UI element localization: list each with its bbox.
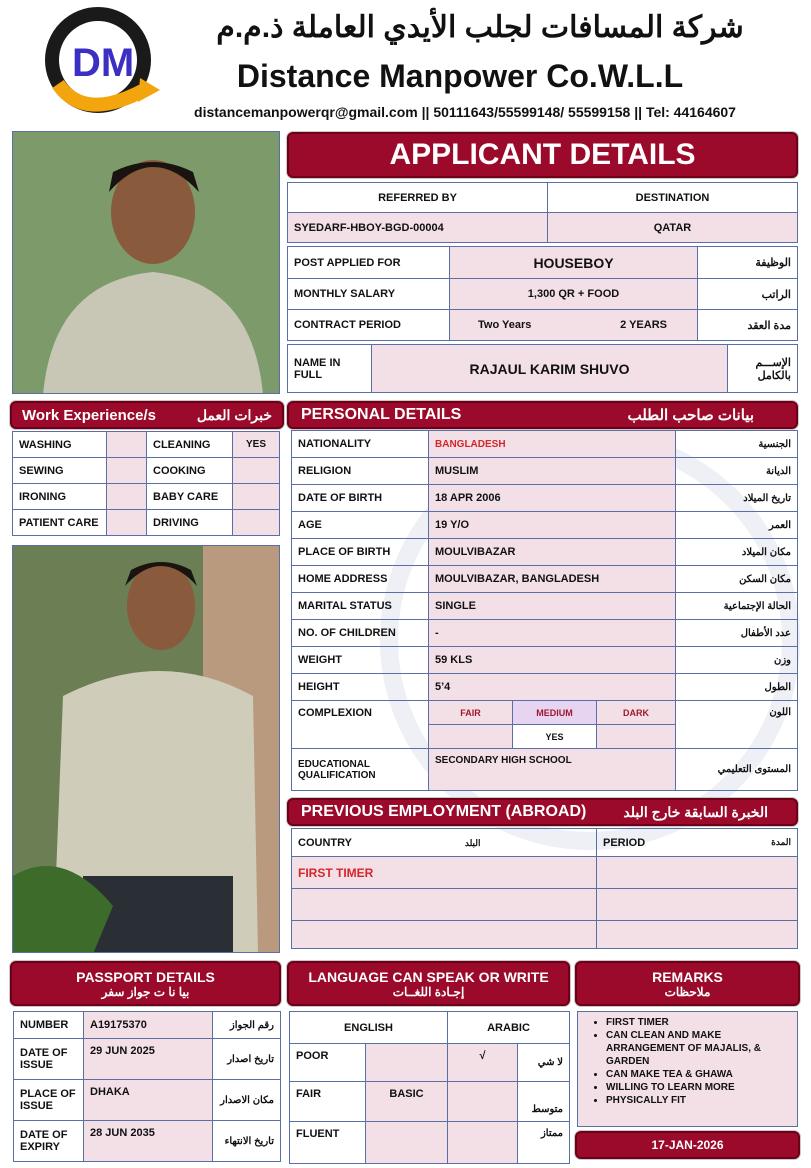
remarks-box [577,1011,798,1127]
work-value [107,432,147,458]
language-level-ar: متوسط [518,1082,570,1122]
education-value: SECONDARY HIGH SCHOOL [429,749,676,791]
passport-ar: تاريخ اصدار [213,1039,281,1080]
complexion-ar: اللون [676,701,798,749]
remark-item: • CAN MAKE TEA & GHAWA [606,1068,789,1081]
personal-value: 59 KLS [429,647,676,674]
personal-details-title [287,401,798,429]
personal-ar: مكان الميلاد [676,539,798,566]
country-header [292,829,597,857]
logo-text: DM [72,41,135,85]
passport-label: NUMBER [14,1012,84,1039]
passport-ar: تاريخ الانتهاء [213,1121,281,1162]
personal-label: MARITAL STATUS [292,593,429,620]
contract-label: CONTRACT PERIOD [288,310,450,341]
country-label: COUNTRY [298,836,352,849]
work-label: SEWING [13,458,107,484]
language-table [289,1011,570,1164]
referred-by-value: SYEDARF-HBOY-BGD-00004 [288,213,548,243]
applicant-photo-portrait [12,131,280,394]
complexion-medium: MEDIUM [513,701,597,725]
salary-value: 1,300 QR + FOOD [450,279,698,310]
applicant-photo-full [12,545,280,953]
personal-label: AGE [292,512,429,539]
arabic-poor: √ [448,1044,518,1082]
arabic-fluent [448,1122,518,1164]
work-label: BABY CARE [147,484,233,510]
post-ar: الوظيفة [698,247,798,279]
work-title-en: Work Experience/s [22,406,156,424]
salary-label: MONTHLY SALARY [288,279,450,310]
previous-period-value [597,857,798,889]
remark-item: • WILLING TO LEARN MORE [606,1081,789,1094]
previous-empty-cell [292,921,597,949]
personal-ar: الجنسية [676,431,798,458]
arabic-fair [448,1082,518,1122]
previous-title-ar: الخبرة السابقة خارج البلد [623,803,768,820]
passport-details-title [10,961,281,1006]
company-name-ar: شركة المسافات لجلب الأيدي العاملة ذ.م.م [216,11,744,44]
language-level-ar: لا شي [518,1044,570,1082]
personal-value: SINGLE [429,593,676,620]
language-level: POOR [290,1044,366,1082]
nationality-value: BANGLADESH [429,431,676,458]
complexion-medium-mark: YES [513,725,597,749]
remark-item: • FIRST TIMER [606,1016,789,1029]
complexion-dark: DARK [597,701,676,725]
contract-value [450,310,698,341]
company-logo [44,4,162,122]
work-label: WASHING [13,432,107,458]
english-fair: BASIC [366,1082,448,1122]
name-table [287,344,798,393]
previous-empty-cell [292,889,597,921]
contract-value-years: 2 YEARS [620,319,667,331]
post-value: HOUSEBOY [450,247,698,279]
personal-title-en: PERSONAL DETAILS [301,406,462,423]
complexion-dark-mark [597,725,676,749]
country-ar: البلد [464,837,481,848]
complexion-label: COMPLEXION [292,701,429,749]
remark-item: • PHYSICALLY FIT [606,1094,789,1107]
previous-empty-cell [597,921,798,949]
personal-ar: عدد الأطفال [676,620,798,647]
passport-ar: رقم الجواز [213,1012,281,1039]
personal-label: WEIGHT [292,647,429,674]
name-label: NAME IN FULL [288,345,372,393]
personal-ar: الحالة الإجتماعية [676,593,798,620]
document-date [575,1131,800,1159]
language-level-ar: ممتاز [518,1122,570,1164]
language-title-en: LANGUAGE CAN SPEAK OR WRITE [308,968,549,985]
personal-value: 5’4 [429,674,676,701]
education-ar: المستوى التعليمي [676,749,798,791]
language-title [287,961,570,1006]
referred-by-label: REFERRED BY [288,183,548,213]
date-text: 17-JAN-2026 [651,1138,724,1152]
complexion-fair-mark [429,725,513,749]
work-label: PATIENT CARE [13,510,107,536]
period-label: PERIOD [603,836,646,849]
personal-ar: وزن [676,647,798,674]
name-value: RAJAUL KARIM SHUVO [372,345,728,393]
period-ar: المدة [771,836,791,847]
work-experience-title [10,401,284,429]
destination-label: DESTINATION [548,183,798,213]
work-value [233,510,280,536]
work-title-ar: خبرات العمل [196,406,272,423]
language-header-english: ENGLISH [290,1012,448,1044]
remarks-title-en: REMARKS [652,968,723,985]
passport-label: DATE OF EXPIRY [14,1121,84,1162]
work-value [233,458,280,484]
personal-ar: مكان السكن [676,566,798,593]
work-label: DRIVING [147,510,233,536]
work-label: COOKING [147,458,233,484]
personal-value: 19 Y/O [429,512,676,539]
work-label: IRONING [13,484,107,510]
language-title-ar: إجـادة اللغــات [392,984,465,999]
passport-title-ar: بيا نا ت جواز سفر [101,984,190,999]
personal-label: HEIGHT [292,674,429,701]
work-value [107,510,147,536]
passport-label: DATE OF ISSUE [14,1039,84,1080]
salary-ar: الراتب [698,279,798,310]
personal-title-ar: بيانات صاحب الطلب [627,407,754,424]
post-label: POST APPLIED FOR [288,247,450,279]
post-table [287,246,798,341]
language-level: FLUENT [290,1122,366,1164]
remarks-title-ar: ملاحظات [664,984,711,999]
destination-value: QATAR [548,213,798,243]
previous-employment-title [287,798,798,826]
previous-empty-cell [597,889,798,921]
passport-value: 29 JUN 2025 [84,1039,213,1080]
work-value [107,458,147,484]
work-value [107,484,147,510]
passport-value: 28 JUN 2035 [84,1121,213,1162]
personal-details-table [291,430,798,791]
language-level: FAIR [290,1082,366,1122]
personal-ar: الديانة [676,458,798,485]
applicant-details-title [287,132,798,178]
personal-label: HOME ADDRESS [292,566,429,593]
passport-table [13,1011,281,1162]
english-fluent [366,1122,448,1164]
personal-label: NO. OF CHILDREN [292,620,429,647]
personal-ar: العمر [676,512,798,539]
name-ar: الإســـم بالكامل [728,345,798,393]
remark-item: • CAN CLEAN AND MAKE ARRANGEMENT OF MAJALIS, & GARDEN [606,1029,789,1068]
referral-table [287,182,798,243]
complexion-fair: FAIR [429,701,513,725]
personal-label: RELIGION [292,458,429,485]
personal-value: MOULVIBAZAR, BANGLADESH [429,566,676,593]
work-experience-table [12,431,280,536]
personal-label: DATE OF BIRTH [292,485,429,512]
company-name-en: Distance Manpower Co.W.L.L [236,58,684,94]
personal-label: NATIONALITY [292,431,429,458]
english-poor [366,1044,448,1082]
previous-employment-table [291,828,798,949]
title-text: APPLICANT DETAILS [389,138,696,171]
personal-ar: تاريخ الميلاد [676,485,798,512]
education-label: EDUCATIONAL QUALIFICATION [292,749,429,791]
first-timer-value: FIRST TIMER [292,857,597,889]
personal-value: MOULVIBAZAR [429,539,676,566]
work-label: CLEANING [147,432,233,458]
personal-label: PLACE OF BIRTH [292,539,429,566]
passport-ar: مكان الاصدار [213,1080,281,1121]
passport-value: DHAKA [84,1080,213,1121]
company-contact: distancemanpowerqr@gmail.com || 50111643/55599148/ 55599158 || Tel: 44164607 [194,104,736,120]
previous-title-en: PREVIOUS EMPLOYMENT (ABROAD) [301,803,587,820]
passport-label: PLACE OF ISSUE [14,1080,84,1121]
remarks-title [575,961,800,1006]
work-value [233,484,280,510]
passport-value: A19175370 [84,1012,213,1039]
contract-value-words: Two Years [478,319,532,331]
personal-value: 18 APR 2006 [429,485,676,512]
language-header-arabic: ARABIC [448,1012,570,1044]
period-header [597,829,798,857]
work-value: YES [233,432,280,458]
personal-value: MUSLIM [429,458,676,485]
passport-title-en: PASSPORT DETAILS [76,968,215,985]
personal-value: - [429,620,676,647]
contract-ar: مدة العقد [698,310,798,341]
personal-ar: الطول [676,674,798,701]
